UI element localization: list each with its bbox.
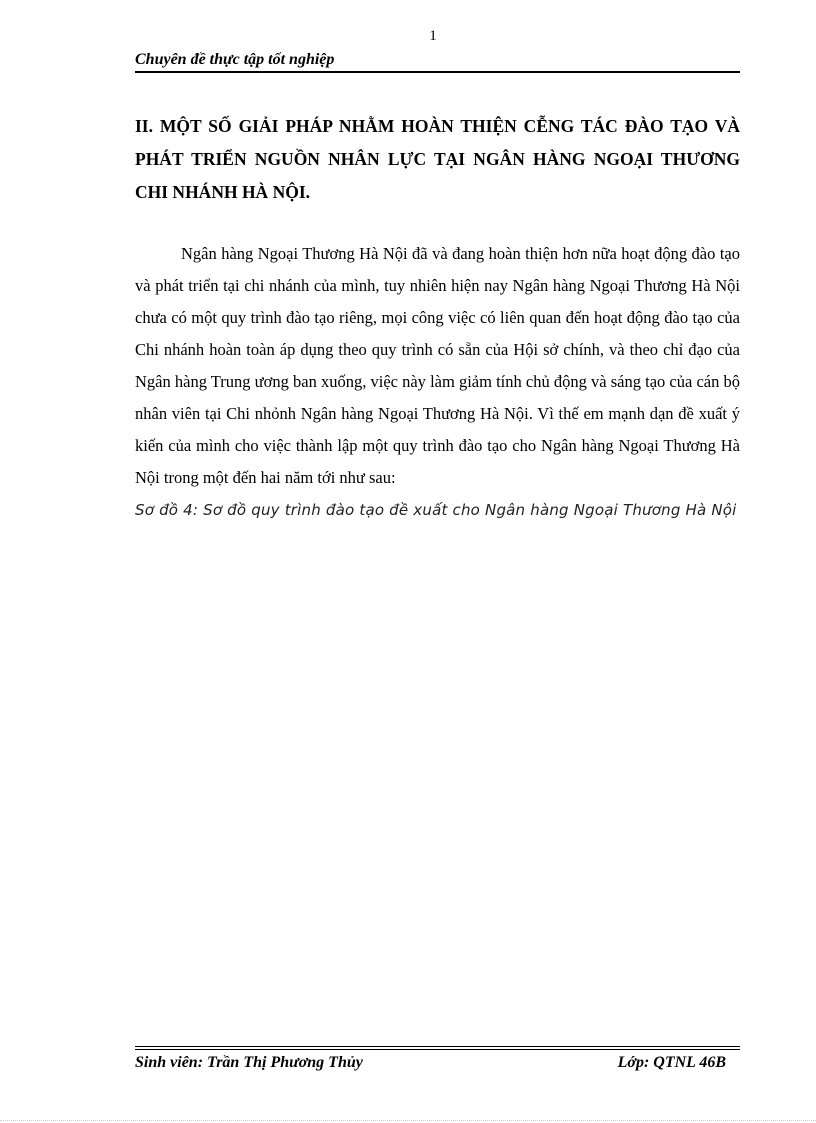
page-bottom-edge	[0, 1120, 816, 1121]
footer-student: Sinh viên: Trần Thị Phương Thủy	[135, 1054, 363, 1071]
paragraph: Ngân hàng Ngoại Thương Hà Nội đã và đang hoàn thiện hơn nữa hoạt động đào tạo và phát triển tại chi nhánh của mình, tuy nhiên hiện nay Ngân hàng Ngoại Thương Hà Nội chưa có một quy trình đào tạo riêng, mọi công việc có liên quan đến hoạt động đào tạo của Chi nhánh hoàn toàn áp dụng theo quy trình có sẵn của Hội sở chính, và theo chỉ đạo của Ngân hàng Trung ương ban xuống, việc này làm giảm tính chủ động và sáng tạo của cán bộ nhân viên tại Chi nhỏnh Ngân hàng Ngoại Thương Hà Nội. Vì thế em mạnh dạn đề xuất ý kiến của mình cho việc thành lập một quy trình đào tạo cho Ngân hàng Ngoại Thương Hà Nội trong một đến hai năm tới như sau:	[135, 244, 740, 487]
footer-rule	[135, 1046, 740, 1047]
footer-rule-double	[135, 1049, 740, 1050]
footer-class: Lớp: QTNL 46B	[617, 1054, 726, 1071]
body-text	[135, 238, 740, 526]
figure-caption: Sơ đồ 4: Sơ đồ quy trình đào tạo đề xuất cho Ngân hàng Ngoại Thương Hà Nội	[135, 501, 737, 519]
header-title: Chuyên đề thực tập tốt nghiệp	[135, 51, 335, 68]
page-footer	[135, 1046, 740, 1072]
page-number: 1	[429, 28, 437, 44]
header-rule	[135, 71, 740, 73]
page-header	[135, 50, 740, 73]
section-heading: II. MỘT SỐ GIẢI PHÁP NHẰM HOÀN THIỆN CỄNG TÁC ĐÀO TẠO VÀ PHÁT TRIỂN NGUỒN NHÂN LỰC TẠI NGÂN HÀNG NGOẠI THƯƠNG CHI NHÁNH HÀ NỘI.	[135, 116, 740, 202]
